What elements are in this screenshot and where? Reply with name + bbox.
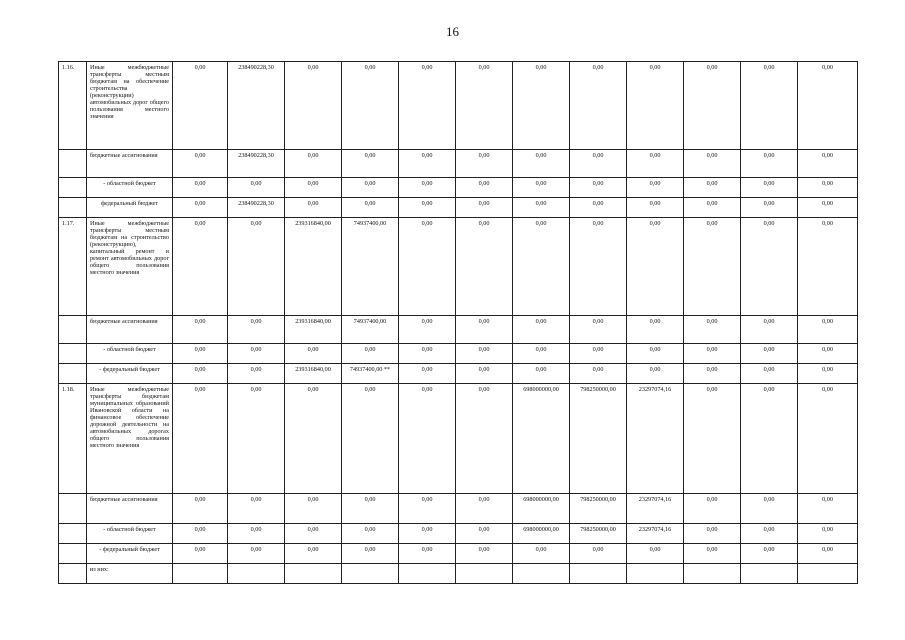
table-row — [59, 384, 858, 494]
value-cell: 74937400,00 — [342, 316, 399, 344]
value-cell: 0,00 — [684, 544, 741, 564]
value-cell: 0,00 — [173, 316, 228, 344]
row-label: бюджетные ассигнования — [87, 494, 173, 524]
value-cell: 238490228,30 — [228, 62, 285, 150]
row-label: Иные межбюджетные трансферты местным бюджетам на обеспечение строительства (реконструкции) автомобильных дорог общего пользования местного значения — [87, 62, 173, 150]
value-cell: 0,00 — [173, 178, 228, 198]
value-cell: 0,00 — [513, 62, 570, 150]
table-row — [59, 150, 858, 178]
value-cell: 0,00 — [285, 384, 342, 494]
row-label: - федеральный бюджет — [87, 364, 173, 384]
value-cell — [513, 564, 570, 584]
value-cell — [684, 564, 741, 584]
row-index — [59, 150, 87, 178]
value-cell: 0,00 — [513, 178, 570, 198]
value-cell: 698000000,00 — [513, 494, 570, 524]
row-index — [59, 198, 87, 218]
value-cell: 0,00 — [798, 524, 858, 544]
value-cell: 238490228,30 — [228, 150, 285, 178]
value-cell: 0,00 — [684, 178, 741, 198]
table-row — [59, 524, 858, 544]
value-cell: 0,00 — [399, 544, 456, 564]
value-cell: 239316840,00 — [285, 316, 342, 344]
row-label: федеральный бюджет — [87, 198, 173, 218]
value-cell: 0,00 — [399, 150, 456, 178]
table-row — [59, 316, 858, 344]
value-cell: 0,00 — [399, 524, 456, 544]
value-cell: 0,00 — [342, 150, 399, 178]
value-cell: 0,00 — [513, 150, 570, 178]
value-cell: 238490228,30 — [228, 198, 285, 218]
value-cell: 0,00 — [741, 316, 798, 344]
value-cell: 0,00 — [342, 524, 399, 544]
table-row — [59, 198, 858, 218]
value-cell: 0,00 — [627, 178, 684, 198]
value-cell: 0,00 — [798, 316, 858, 344]
value-cell: 0,00 — [741, 524, 798, 544]
value-cell: 0,00 — [684, 316, 741, 344]
value-cell: 0,00 — [342, 198, 399, 218]
value-cell: 0,00 — [570, 364, 627, 384]
value-cell: 0,00 — [684, 150, 741, 178]
value-cell: 0,00 — [456, 316, 513, 344]
value-cell: 0,00 — [456, 198, 513, 218]
value-cell: 0,00 — [570, 316, 627, 344]
value-cell: 0,00 — [228, 178, 285, 198]
row-label: Иные межбюджетные трансферты местным бюджетам на строительство (реконструкцию), капитальный ремонт и ремонт автомобильных дорог общего пользования местного значения — [87, 218, 173, 316]
value-cell: 0,00 — [798, 364, 858, 384]
value-cell: 0,00 — [228, 524, 285, 544]
value-cell: 0,00 — [741, 178, 798, 198]
value-cell: 0,00 — [399, 364, 456, 384]
value-cell: 0,00 — [570, 150, 627, 178]
value-cell: 0,00 — [456, 150, 513, 178]
row-index — [59, 544, 87, 564]
value-cell: 0,00 — [173, 524, 228, 544]
value-cell: 0,00 — [285, 150, 342, 178]
row-label: из них: — [87, 564, 173, 584]
value-cell: 239316840,00 — [285, 364, 342, 384]
row-index — [59, 344, 87, 364]
value-cell: 74937400,00 ** — [342, 364, 399, 384]
value-cell — [456, 564, 513, 584]
value-cell — [173, 564, 228, 584]
value-cell: 0,00 — [513, 344, 570, 364]
value-cell: 0,00 — [173, 198, 228, 218]
value-cell — [627, 564, 684, 584]
value-cell: 0,00 — [741, 364, 798, 384]
value-cell: 0,00 — [342, 178, 399, 198]
row-label: бюджетные ассигнования — [87, 316, 173, 344]
value-cell: 0,00 — [627, 316, 684, 344]
row-index — [59, 494, 87, 524]
value-cell — [741, 564, 798, 584]
value-cell: 0,00 — [399, 494, 456, 524]
value-cell — [399, 564, 456, 584]
value-cell: 0,00 — [399, 344, 456, 364]
value-cell: 0,00 — [798, 384, 858, 494]
value-cell: 0,00 — [399, 218, 456, 316]
value-cell: 0,00 — [228, 364, 285, 384]
value-cell: 0,00 — [570, 62, 627, 150]
value-cell: 0,00 — [627, 544, 684, 564]
value-cell: 0,00 — [285, 344, 342, 364]
value-cell: 0,00 — [342, 62, 399, 150]
value-cell: 0,00 — [173, 494, 228, 524]
value-cell: 0,00 — [228, 344, 285, 364]
value-cell: 23297074,16 — [627, 524, 684, 544]
row-label: Иные межбюджетные трансферты бюджетам муниципальных образований Ивановской области на финансовое обеспечение дорожной деятельности на автомобильных дорогах общего пользования местного значения — [87, 384, 173, 494]
value-cell: 0,00 — [570, 198, 627, 218]
value-cell: 0,00 — [741, 198, 798, 218]
value-cell: 0,00 — [456, 344, 513, 364]
value-cell: 0,00 — [456, 62, 513, 150]
value-cell: 0,00 — [684, 62, 741, 150]
value-cell: 0,00 — [798, 494, 858, 524]
value-cell: 698000000,00 — [513, 384, 570, 494]
value-cell: 0,00 — [741, 150, 798, 178]
value-cell: 0,00 — [173, 150, 228, 178]
row-index: 1.18. — [59, 384, 87, 494]
value-cell: 0,00 — [627, 344, 684, 364]
value-cell: 0,00 — [173, 62, 228, 150]
value-cell — [570, 564, 627, 584]
value-cell: 0,00 — [342, 384, 399, 494]
table-row — [59, 62, 858, 150]
value-cell: 0,00 — [798, 218, 858, 316]
value-cell: 74937400,00 — [342, 218, 399, 316]
value-cell: 0,00 — [513, 218, 570, 316]
value-cell: 0,00 — [285, 178, 342, 198]
value-cell — [798, 564, 858, 584]
value-cell: 0,00 — [741, 494, 798, 524]
value-cell: 0,00 — [627, 150, 684, 178]
value-cell: 0,00 — [741, 344, 798, 364]
value-cell: 0,00 — [342, 494, 399, 524]
value-cell: 0,00 — [285, 198, 342, 218]
value-cell: 23297074,16 — [627, 384, 684, 494]
value-cell: 0,00 — [570, 178, 627, 198]
row-index — [59, 364, 87, 384]
value-cell — [285, 564, 342, 584]
row-label: - областной бюджет — [87, 344, 173, 364]
value-cell: 0,00 — [285, 494, 342, 524]
value-cell: 0,00 — [285, 544, 342, 564]
value-cell: 0,00 — [684, 524, 741, 544]
budget-table — [58, 61, 858, 584]
value-cell: 23297074,16 — [627, 494, 684, 524]
value-cell: 0,00 — [513, 364, 570, 384]
value-cell: 0,00 — [173, 344, 228, 364]
table-row — [59, 544, 858, 564]
value-cell: 0,00 — [399, 384, 456, 494]
value-cell: 0,00 — [798, 344, 858, 364]
row-index — [59, 316, 87, 344]
value-cell: 0,00 — [173, 384, 228, 494]
table-row — [59, 494, 858, 524]
value-cell: 798250000,00 — [570, 494, 627, 524]
value-cell: 0,00 — [173, 544, 228, 564]
value-cell: 0,00 — [456, 218, 513, 316]
value-cell: 0,00 — [342, 344, 399, 364]
value-cell: 0,00 — [399, 316, 456, 344]
value-cell: 0,00 — [627, 62, 684, 150]
value-cell: 0,00 — [627, 218, 684, 316]
row-index: 1.16. — [59, 62, 87, 150]
value-cell: 0,00 — [741, 218, 798, 316]
value-cell: 0,00 — [456, 384, 513, 494]
value-cell: 0,00 — [513, 544, 570, 564]
value-cell: 0,00 — [684, 364, 741, 384]
table-row — [59, 344, 858, 364]
value-cell: 0,00 — [228, 494, 285, 524]
value-cell: 0,00 — [684, 344, 741, 364]
value-cell: 0,00 — [684, 198, 741, 218]
value-cell: 0,00 — [684, 384, 741, 494]
value-cell: 0,00 — [684, 218, 741, 316]
table-row — [59, 218, 858, 316]
value-cell: 0,00 — [456, 364, 513, 384]
row-label: - областной бюджет — [87, 178, 173, 198]
value-cell: 0,00 — [798, 198, 858, 218]
value-cell: 0,00 — [741, 62, 798, 150]
row-index: 1.17. — [59, 218, 87, 316]
value-cell: 0,00 — [513, 198, 570, 218]
row-label: - федеральный бюджет — [87, 544, 173, 564]
table-row — [59, 564, 858, 584]
value-cell: 0,00 — [570, 544, 627, 564]
value-cell — [342, 564, 399, 584]
value-cell: 0,00 — [399, 198, 456, 218]
value-cell: 239316840,00 — [285, 218, 342, 316]
value-cell: 0,00 — [798, 544, 858, 564]
value-cell: 0,00 — [285, 62, 342, 150]
page-number: 16 — [446, 24, 459, 39]
value-cell: 0,00 — [798, 178, 858, 198]
value-cell: 0,00 — [570, 344, 627, 364]
row-index — [59, 524, 87, 544]
value-cell: 798250000,00 — [570, 384, 627, 494]
value-cell: 0,00 — [627, 364, 684, 384]
table-row — [59, 178, 858, 198]
value-cell: 0,00 — [456, 178, 513, 198]
value-cell: 0,00 — [228, 384, 285, 494]
row-index — [59, 564, 87, 584]
value-cell: 0,00 — [173, 364, 228, 384]
value-cell: 0,00 — [513, 316, 570, 344]
value-cell: 0,00 — [684, 494, 741, 524]
value-cell: 698000000,00 — [513, 524, 570, 544]
value-cell: 0,00 — [798, 150, 858, 178]
value-cell: 0,00 — [342, 544, 399, 564]
value-cell: 0,00 — [798, 62, 858, 150]
value-cell — [228, 564, 285, 584]
value-cell: 0,00 — [741, 544, 798, 564]
value-cell: 0,00 — [285, 524, 342, 544]
table-row — [59, 364, 858, 384]
value-cell: 0,00 — [456, 524, 513, 544]
row-index — [59, 178, 87, 198]
value-cell: 0,00 — [173, 218, 228, 316]
value-cell: 0,00 — [627, 198, 684, 218]
value-cell: 0,00 — [741, 384, 798, 494]
value-cell: 0,00 — [228, 316, 285, 344]
value-cell: 0,00 — [456, 544, 513, 564]
value-cell: 0,00 — [399, 62, 456, 150]
budget-table-body — [59, 62, 858, 584]
value-cell: 798250000,00 — [570, 524, 627, 544]
value-cell: 0,00 — [399, 178, 456, 198]
value-cell: 0,00 — [456, 494, 513, 524]
value-cell: 0,00 — [570, 218, 627, 316]
value-cell: 0,00 — [228, 218, 285, 316]
value-cell: 0,00 — [228, 544, 285, 564]
row-label: - областной бюджет — [87, 524, 173, 544]
row-label: бюджетные ассигнования — [87, 150, 173, 178]
